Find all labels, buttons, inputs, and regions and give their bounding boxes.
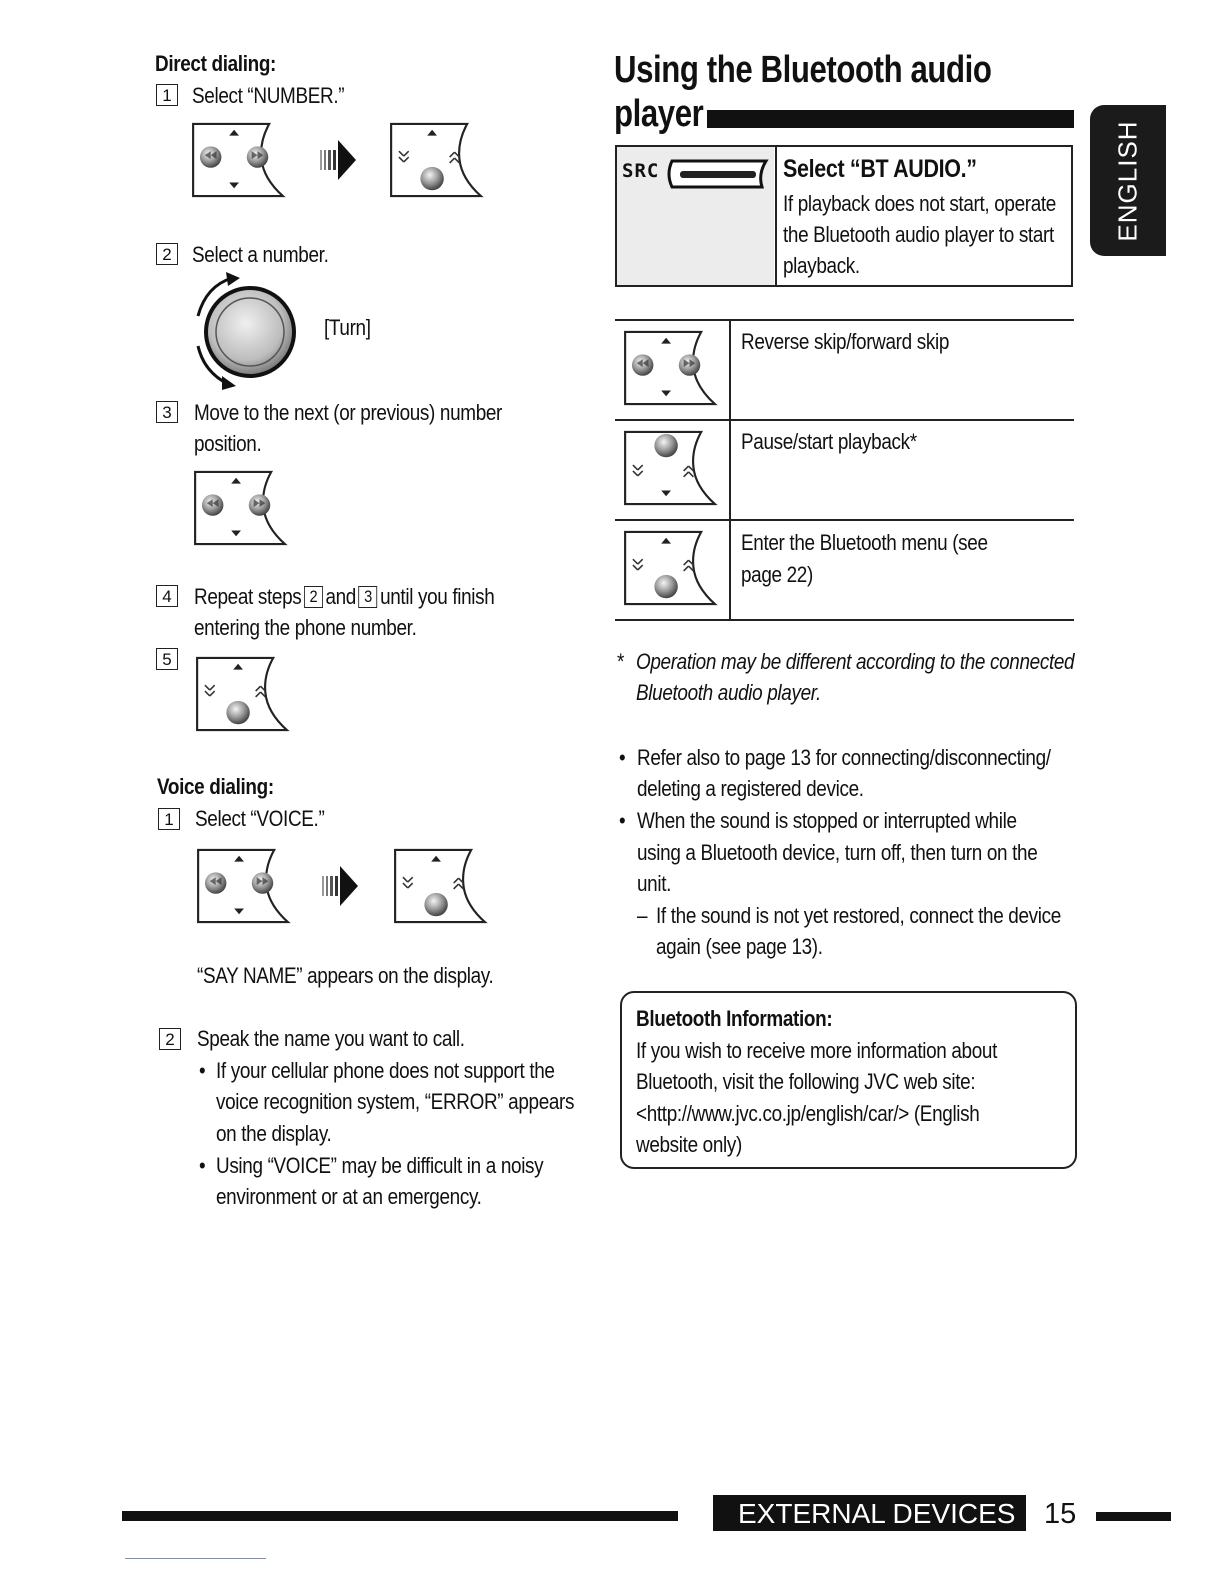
bullet-text: When the sound is stopped or interrupted while	[637, 808, 1017, 833]
control-panel-lr-icon	[622, 328, 718, 408]
info-url[interactable]: <http://www.jvc.co.jp/english/car/> (English	[636, 1101, 980, 1126]
bullet-icon: •	[199, 1058, 206, 1083]
step-text: Select “NUMBER.”	[192, 83, 345, 108]
info-text: website only)	[636, 1132, 742, 1157]
step-number: 1	[156, 84, 178, 106]
say-name-text: “SAY NAME” appears on the display.	[197, 963, 494, 988]
info-heading: Bluetooth Information:	[636, 1006, 833, 1031]
bullet-text: voice recognition system, “ERROR” appears	[216, 1089, 575, 1114]
step-text: Speak the name you want to call.	[197, 1026, 465, 1051]
bullet-text: Refer also to page 13 for connecting/disconnecting/	[637, 745, 1051, 770]
table-cell-text: Enter the Bluetooth menu (see	[741, 530, 988, 555]
select-bt-heading: Select “BT AUDIO.”	[783, 155, 977, 183]
info-text: Bluetooth, visit the following JVC web site:	[636, 1069, 976, 1094]
right-arrow-icon	[320, 140, 360, 180]
footer-rule-left	[122, 1511, 678, 1521]
select-text: If playback does not start, operate	[783, 191, 1056, 216]
step-text: Select a number.	[192, 242, 329, 267]
step-text: Select “VOICE.”	[195, 806, 325, 831]
bullet-icon: •	[199, 1153, 206, 1178]
step-text: Move to the next (or previous) number	[194, 400, 503, 425]
direct-dialing-heading: Direct dialing:	[155, 51, 276, 76]
control-panel-down-icon	[194, 654, 290, 734]
table-cell-text: page 22)	[741, 562, 813, 587]
table-cell-text: Reverse skip/forward skip	[741, 329, 950, 354]
voice-dialing-heading: Voice dialing:	[157, 774, 274, 799]
language-tab-label: ENGLISH	[1112, 119, 1143, 242]
control-panel-lr-icon	[192, 468, 288, 548]
step-text-cont: position.	[194, 431, 262, 456]
step-number: 3	[156, 401, 178, 423]
control-panel-down-icon	[622, 528, 718, 608]
step-number: 2	[159, 1028, 181, 1050]
table-col-divider	[729, 319, 731, 619]
control-panel-down-icon	[388, 120, 484, 200]
divider	[775, 145, 777, 287]
footer-section-label: EXTERNAL DEVICES	[738, 1498, 1016, 1529]
control-panel-up-icon	[622, 428, 718, 508]
select-text: the Bluetooth audio player to start	[783, 222, 1054, 247]
bullet-text: unit.	[637, 871, 672, 896]
footer-thin-line	[125, 1558, 266, 1559]
table-rule	[615, 319, 1074, 321]
bullet-text: on the display.	[216, 1121, 332, 1146]
language-tab	[1090, 105, 1166, 256]
table-rule	[615, 619, 1074, 621]
dash-icon: –	[637, 903, 648, 928]
footer-rule-right	[1096, 1512, 1171, 1521]
section-title-cont: player	[614, 93, 704, 135]
control-dial-icon	[188, 272, 312, 390]
select-text: playback.	[783, 253, 860, 278]
step-number: 2	[156, 243, 178, 265]
note-star: *	[617, 649, 625, 674]
bullet-text: If your cellular phone does not support the	[216, 1058, 555, 1083]
table-cell-text: Pause/start playback*	[741, 429, 917, 454]
table-rule	[615, 419, 1074, 421]
step-number: 1	[158, 808, 180, 830]
info-text: If you wish to receive more information about	[636, 1038, 998, 1063]
step-number: 5	[156, 648, 178, 670]
bullet-text: deleting a registered device.	[637, 776, 864, 801]
right-arrow-icon	[322, 866, 362, 906]
bullet-text: Using “VOICE” may be difficult in a noisy	[216, 1153, 544, 1178]
sub-bullet-text: again (see page 13).	[656, 934, 823, 959]
note-text: Bluetooth audio player.	[636, 680, 821, 705]
control-panel-down-icon	[392, 846, 488, 926]
sub-bullet-text: If the sound is not yet restored, connect the device	[656, 903, 1061, 928]
src-button-icon	[666, 157, 770, 191]
control-panel-lr-icon	[195, 846, 291, 926]
step-number: 4	[156, 585, 178, 607]
note-text: Operation may be different according to the connected	[636, 649, 1075, 674]
turn-label: [Turn]	[324, 315, 371, 340]
control-panel-lr-icon	[190, 120, 286, 200]
table-rule	[615, 519, 1074, 521]
title-rule	[707, 110, 1074, 128]
section-title: Using the Bluetooth audio	[614, 49, 992, 91]
bullet-text: using a Bluetooth device, turn off, then turn on the	[637, 840, 1038, 865]
step-text-cont: entering the phone number.	[194, 615, 417, 640]
page-number: 15	[1044, 1498, 1077, 1530]
src-label: SRC	[622, 160, 660, 182]
bullet-text: environment or at an emergency.	[216, 1184, 482, 1209]
step-text: Repeat steps 2 and 3 until you finish	[194, 584, 495, 609]
bullet-icon: •	[619, 808, 626, 833]
bullet-icon: •	[619, 745, 626, 770]
